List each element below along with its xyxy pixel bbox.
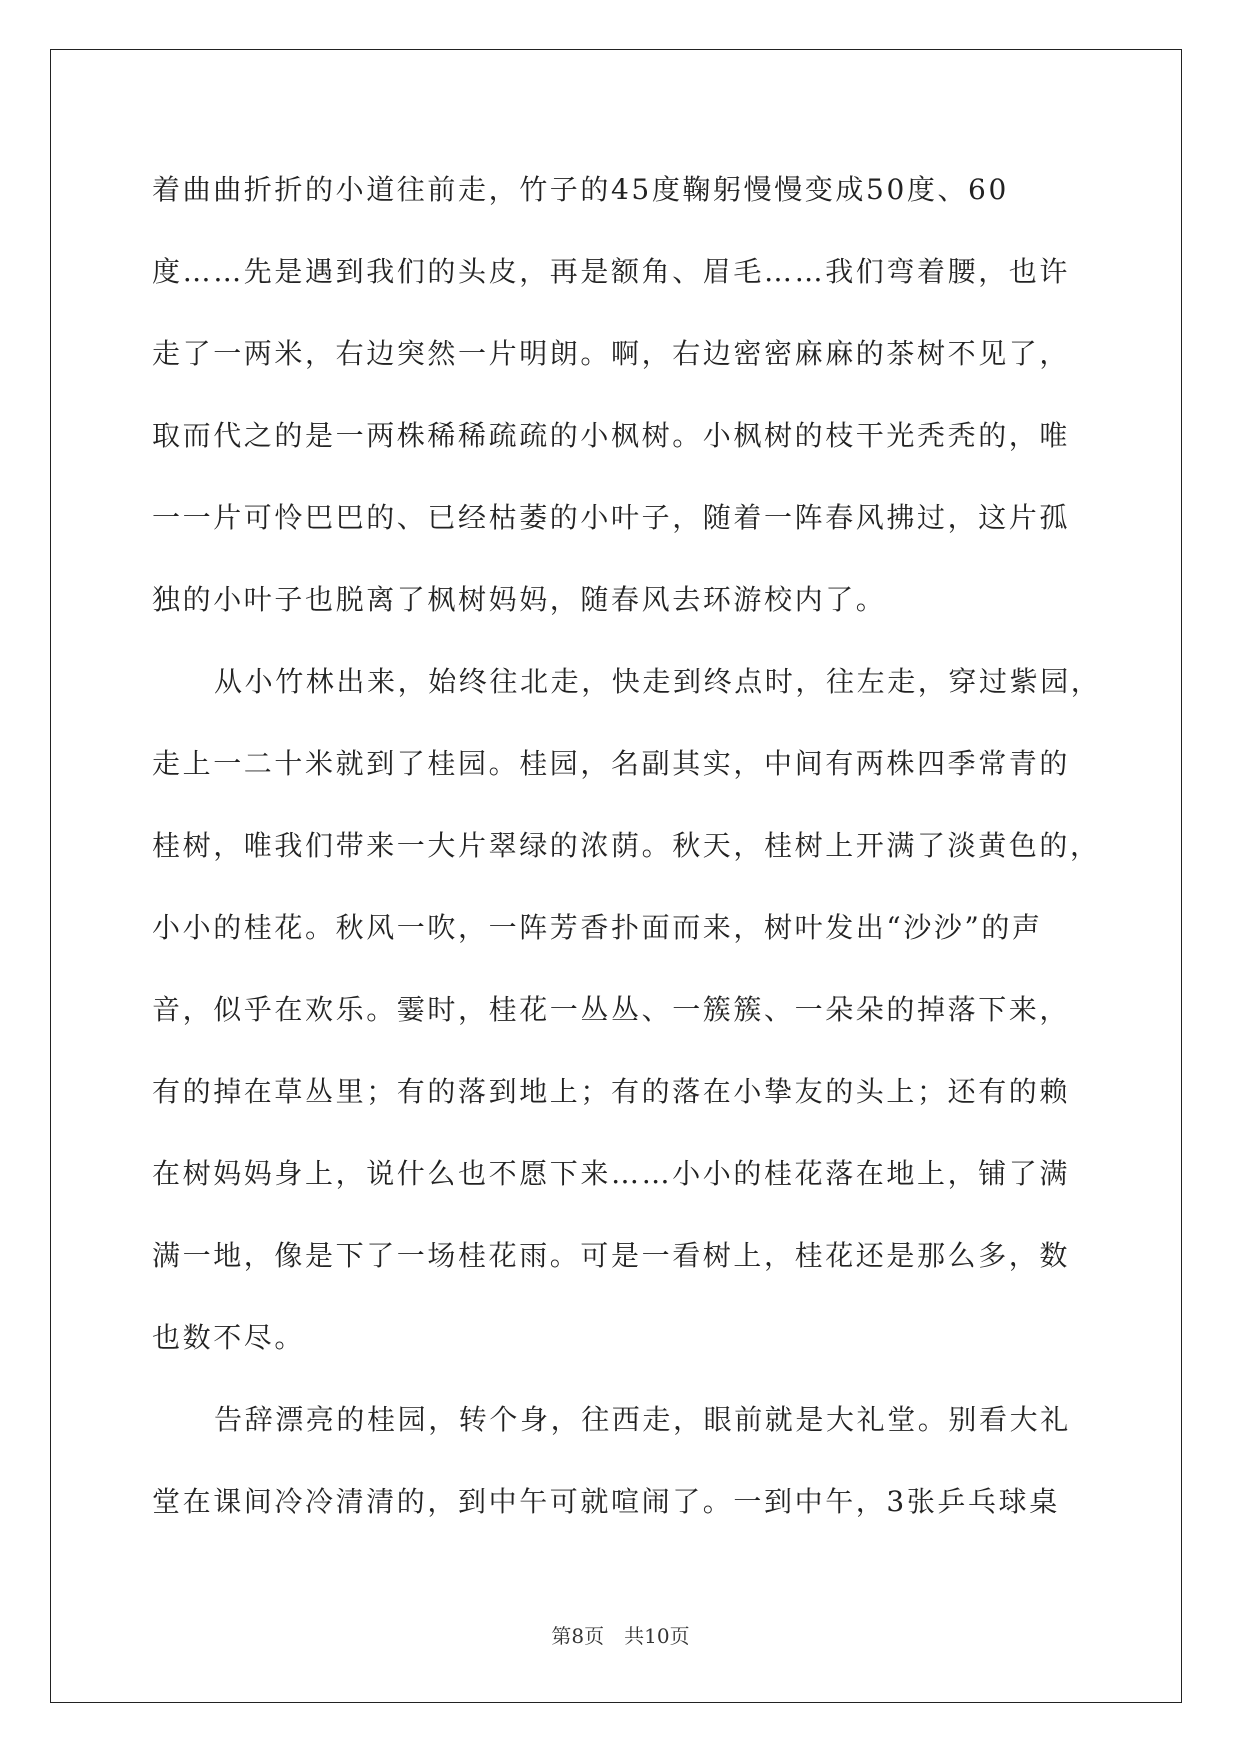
text-line: 满一地，像是下了一场桂花雨。可是一看树上，桂花还是那么多，数: [152, 1239, 1071, 1272]
text-line: 小小的桂花。秋风一吹，一阵芳香扑面而来，树叶发出“沙沙”的声: [152, 911, 1043, 944]
text-line: 也数不尽。: [152, 1321, 306, 1354]
text-line: 着曲曲折折的小道往前走，竹子的45度鞠躬慢慢变成50度、60: [152, 173, 1009, 206]
page-border: [50, 49, 1182, 1703]
page-number-footer: 第8页 共10页: [551, 1624, 690, 1648]
text-line: 桂树，唯我们带来一大片翠绿的浓荫。秋天，桂树上开满了淡黄色的，: [152, 829, 1101, 862]
text-line: 一一片可怜巴巴的、已经枯萎的小叶子，随着一阵春风拂过，这片孤: [152, 501, 1071, 534]
text-line: 走上一二十米就到了桂园。桂园，名副其实，中间有两株四季常青的: [152, 747, 1071, 780]
text-line: 在树妈妈身上，说什么也不愿下来……小小的桂花落在地上，铺了满: [152, 1157, 1071, 1190]
text-line: 有的掉在草丛里；有的落到地上；有的落在小挚友的头上；还有的赖: [152, 1075, 1071, 1108]
text-line: 度……先是遇到我们的头皮，再是额角、眉毛……我们弯着腰，也许: [152, 255, 1071, 288]
text-line: 走了一两米，右边突然一片明朗。啊，右边密密麻麻的茶树不见了，: [152, 337, 1071, 370]
text-line: 独的小叶子也脱离了枫树妈妈，随春风去环游校内了。: [152, 583, 887, 616]
text-line: 取而代之的是一两株稀稀疏疏的小枫树。小枫树的枝干光秃秃的，唯: [152, 419, 1071, 452]
text-line: 告辞漂亮的桂园，转个身，往西走，眼前就是大礼堂。别看大礼: [214, 1403, 1071, 1436]
text-line: 从小竹林出来，始终往北走，快走到终点时，往左走，穿过紫园，: [214, 665, 1102, 698]
text-line: 音，似乎在欢乐。霎时，桂花一丛丛、一簇簇、一朵朵的掉落下来，: [152, 993, 1071, 1026]
text-line: 堂在课间冷冷清清的，到中午可就喧闹了。一到中午，3张乒乓球桌: [152, 1485, 1060, 1518]
